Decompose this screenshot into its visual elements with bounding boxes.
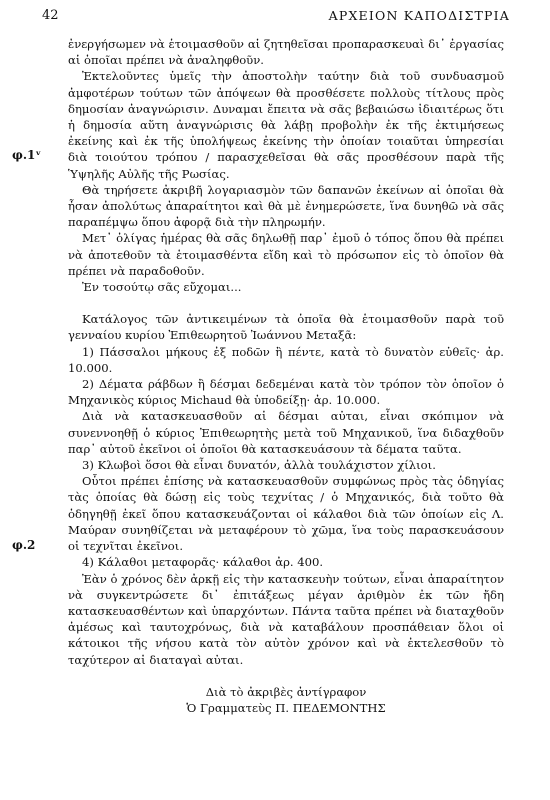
paragraph-mission: Ἐκτελοῦντες ὑμεῖς τὴν ἀποστολὴν ταύτην διὰ τοῦ συνδυασμοῦ ἀμφοτέρων τούτων τῶν ἀπόψεων θὰ προσθέσετε πολλοὺς τίτλους πρὸς δημοσίαν ἀναγνώρισιν. Δυναμαι ἔπειτα νὰ σᾶς βεβαιώσω ἰδιαιτέρως ὅτι ἡ δημοσία αὕτη ἀναγνώρισις θὰ λάβῃ προβολὴν ἐκ τῆς ἐκτιμήσεως ἐκείνης καὶ ἐκ τῆς ὑπολήψεως ἐκείνης τὴν ὁποίαν τοιαῦται ὑπηρεσίαι διὰ τοιούτου τρόπου / παρασχεθεῖσαι θὰ σᾶς προσθέσουν παρὰ τῆς Ὑψηλῆς Αὐλῆς τῆς Ρωσίας. bbox=[68, 69, 504, 181]
running-title: ΑΡΧΕΙΟΝ ΚΑΠΟΔΙΣΤΡΙΑ bbox=[328, 8, 510, 23]
page-header bbox=[0, 8, 550, 28]
body-text bbox=[68, 36, 504, 716]
margin-folio-ref-1v: φ.1ᵛ bbox=[12, 148, 42, 162]
paragraph-expenses: Θὰ τηρήσετε ἀκριβῆ λογαριασμὸν τῶν δαπανῶν ἐκείνων αἱ ὁποῖαι θὰ ἦσαν ἀπολύτως ἀπαραίτητοι καὶ θὰ μὲ ἐνημερώσετε, ἵνα δυνηθῶ νὰ σᾶς παραπέμψω ὅπου ἀφορᾷ διὰ τὴν πληρωμήν. bbox=[68, 182, 504, 230]
list-item-baskets: 4) Κάλαθοι μεταφορᾶς· κάλαθοι ἀρ. 400. bbox=[82, 555, 324, 570]
signature-spacer bbox=[68, 668, 504, 684]
paragraph-continuation: ἐνεργήσωμεν νὰ ἑτοιμασθοῦν αἱ ζητηθεῖσαι προπαρασκευαὶ δι᾿ ἐργασίας αἱ ὁποῖαι πρέπει νὰ ἀναληφθοῦν. bbox=[68, 37, 504, 68]
signature-attestation: Διὰ τὸ ἀκριβὲς ἀντίγραφον bbox=[205, 684, 367, 699]
paragraph-cages-note: Οὗτοι πρέπει ἐπίσης νὰ κατασκευασθοῦν συμφώνως πρὸς τὰς ὁδηγίας τὰς ὁποίας θὰ δώσῃ εἰς τοὺς τεχνίτας / ὁ Μηχανικός, διὰ τοῦτο θὰ ὁδηγηθῇ ἐκεῖ ὅπου κατασκευάζονται οἱ κάλαθοι διὰ τῶν ὁποίων εἰς Λ. Μαύραν συνηθίζεται νὰ μεταφέρουν τὸ χῶμα, ἵνα τοὺς παρασκευάσουν οἱ τεχνῖται ἐκεῖνοι. bbox=[68, 474, 504, 554]
paragraph-final: Ἐὰν ὁ χρόνος δὲν ἀρκῇ εἰς τὴν κατασκευὴν τούτων, εἶναι ἀπαραίτητον νὰ συγκεντρώσετε δι᾿ ἐπιτάξεως μέγαν ἀριθμὸν ἐκ τῶν ἤδη κατασκευασθέντων καὶ ὑπαρχόντων. Πάντα ταῦτα πρέπει νὰ διαταχθοῦν ἀμέσως καὶ ταυτοχρόνως, διὰ νὰ καταβάλουν προσπάθειαν ὅλοι οἱ κάτοικοι τῆς νήσου κατὰ τὸν αὐτὸν χρόνον καὶ νὰ ἐκτελεσθοῦν τὸ ταχύτερον αἱ διαταγαὶ αὐται. bbox=[68, 571, 504, 667]
list-item-stakes: 1) Πάσσαλοι μήκους ἐξ ποδῶν ἢ πέντε, κατὰ τὸ δυνατὸν εὐθεῖς· ἀρ. 10.000. bbox=[68, 344, 504, 375]
paragraph-delivery: Μετ᾿ ὀλίγας ἡμέρας θὰ σᾶς δηλωθῇ παρ᾿ ἐμοῦ ὁ τόπος ὅπου θὰ πρέπει νὰ ἀποτεθοῦν τὰ ἑτοιμασθέντα εἴδη καὶ τὸ πρόσωπον εἰς τὸ ὁποῖον θὰ πρέπει νὰ παραδοθοῦν. bbox=[68, 231, 504, 278]
page-number: 42 bbox=[42, 8, 59, 23]
catalogue-heading: Κατάλογος τῶν ἀντικειμένων τὰ ὁποῖα θὰ ἑτοιμασθοῦν παρὰ τοῦ γενναίου κυρίου Ἐπιθεωρητοῦ Ἰωάννου Μεταξᾶ: bbox=[68, 312, 504, 343]
signature-secretary: Ὁ Γραμματεὺς Π. ΠΕΔΕΜΟΝΤΗΣ bbox=[186, 700, 386, 715]
paragraph-closing: Ἐν τοσούτῳ σᾶς εὔχομαι... bbox=[82, 280, 242, 295]
paragraph-bundles-note: Διὰ νὰ κατασκευασθοῦν αἱ δέσμαι αὐται, εἶναι σκόπιμον νὰ συνεννοηθῇ ὁ κύριος Ἐπιθεωρητὴς μετὰ τοῦ Μηχανικοῦ, ἵνα διδαχθοῦν παρ᾿ αὐτοῦ ἐκεῖνοι οἱ ὁποῖοι θὰ κατασκευάσουν τὰ δέματα ταῦτα. bbox=[68, 409, 504, 456]
list-item-cages: 3) Κλωβοὶ ὅσοι θὰ εἶναι δυνατόν, ἀλλὰ τουλάχιστον χίλιοι. bbox=[82, 458, 436, 473]
margin-folio-ref-2: φ.2 bbox=[12, 538, 36, 552]
section-spacer bbox=[68, 295, 504, 311]
list-item-bundles: 2) Δέματα ράβδων ἢ δέσμαι δεδεμέναι κατὰ τὸν τρόπον τὸν ὁποῖον ὁ Μηχανικὸς κύριος Michaud θὰ ὑποδείξῃ· ἀρ. 10.000. bbox=[68, 377, 504, 408]
